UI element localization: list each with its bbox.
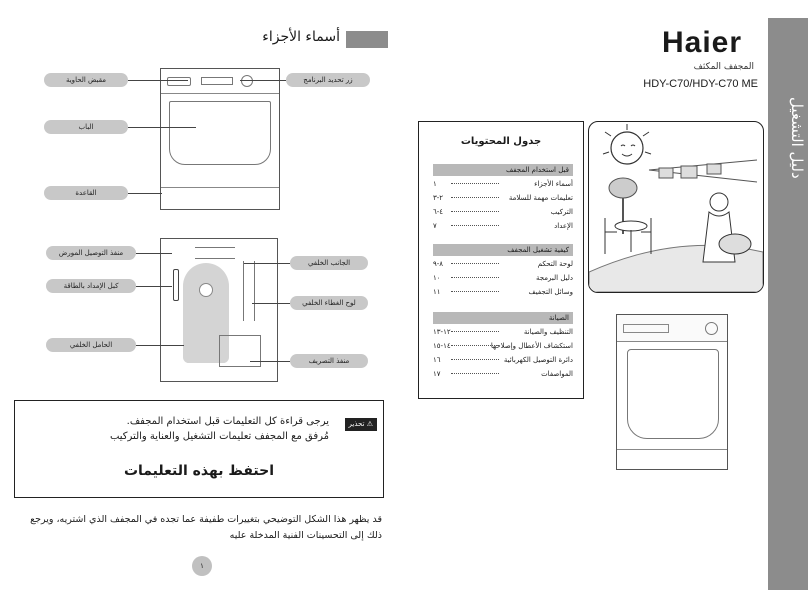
- warning-box: [14, 400, 384, 498]
- toc-item: لوحة التحكم ٨-٩: [433, 260, 573, 268]
- toc-item: دليل البرمجة ١٠: [433, 274, 573, 282]
- toc-section-heading: قبل استخدام المجفف: [433, 164, 573, 176]
- toc-item: دائرة التوصيل الكهربائية ١٦: [433, 356, 573, 364]
- warning-icon: ⚠: [366, 420, 373, 428]
- keep-instructions-text: احتفظ بهذه التعليمات: [123, 463, 275, 479]
- dryer-front-photo: [616, 314, 728, 470]
- toc-item: التنظيف والصيانة ١٢-١٣: [433, 328, 573, 336]
- parts-title-bar: [346, 31, 388, 48]
- toc-item: وسائل التجفيف ١١: [433, 288, 573, 296]
- warning-text-line1: يرجى قراءة كل التعليمات قبل استخدام المجفف.: [126, 416, 329, 427]
- page-number: ١: [192, 556, 212, 576]
- label-drain-outlet: منفذ التصريف: [290, 354, 368, 368]
- label-door-handle: مقبض الحاوية: [44, 73, 128, 87]
- parts-title: أسماء الأجزاء: [262, 29, 340, 45]
- toc-item: التركيب ٤-٦: [433, 208, 573, 216]
- brand-logo: Haier: [662, 26, 743, 59]
- label-hose-outlet: منفذ التوصيل المورض: [46, 246, 136, 260]
- warning-badge: ⚠ تحذير: [345, 418, 377, 431]
- label-rear-cover: لوح الغطاء الخلفي: [290, 296, 368, 310]
- label-power-cord: كبل الإمداد بالطاقة: [46, 279, 136, 293]
- table-of-contents: [418, 121, 584, 399]
- side-band: [768, 18, 808, 590]
- toc-item: الإعداد ٧: [433, 222, 573, 230]
- toc-item: المواصفات ١٧: [433, 370, 573, 378]
- laundry-cartoon-illustration: [588, 121, 764, 293]
- label-door: الباب: [44, 120, 128, 134]
- toc-item: أسماء الأجزاء ١: [433, 180, 573, 188]
- label-base: القاعدة: [44, 186, 128, 200]
- dryer-front-illustration: [160, 68, 280, 210]
- label-program-selector: زر تحديد البرنامج: [286, 73, 370, 87]
- label-rear-support: الحامل الخلفي: [46, 338, 136, 352]
- toc-section-heading: الصيانة: [433, 312, 573, 324]
- toc-title: جدول المحتويات: [460, 136, 542, 147]
- product-subtitle: المجفف المكثف: [693, 62, 754, 72]
- warning-text-line2: مُرفق مع المجفف تعليمات التشغيل والعناية والتركيب: [109, 431, 329, 442]
- model-number: HDY-C70/HDY-C70 ME: [643, 78, 758, 90]
- toc-item: استكشاف الأعطال وإصلاحها ١٤-١٥: [433, 342, 573, 350]
- label-rear-side: الجانب الخلفي: [290, 256, 368, 270]
- toc-item: تعليمات مهمة للسلامة ٢-٣: [433, 194, 573, 202]
- side-band-title: دليل التشغيل: [788, 97, 806, 179]
- disclaimer-text: قد يظهر هذا الشكل التوضيحي بتغييرات طفيفة عما تجده في المجفف الذي اشتريه، ويرجع ذلك إلى التحسينات الفنية المدخلة عليه: [30, 514, 382, 541]
- toc-section-heading: كيفية تشغيل المجفف: [433, 244, 573, 256]
